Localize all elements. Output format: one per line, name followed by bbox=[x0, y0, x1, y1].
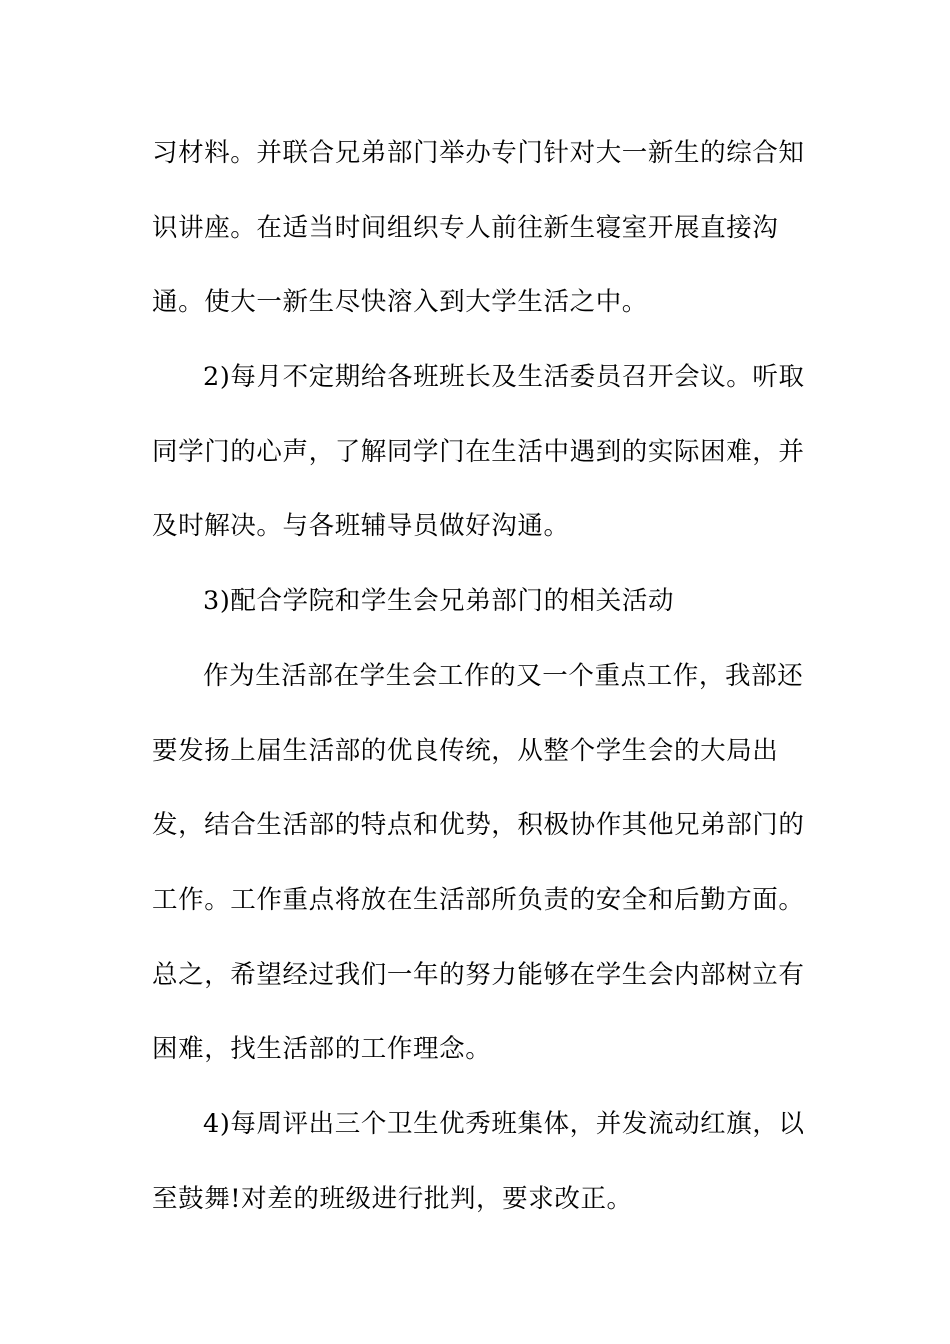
text-line-2: 识讲座。在适当时间组织专人前往新生寝室开展直接沟 bbox=[152, 212, 779, 243]
paragraph-line-5: 总之，希望经过我们一年的努力能够在学生会内部树立有 bbox=[152, 959, 805, 990]
list-item-4-line-1: 4)每周评出三个卫生优秀班集体，并发流动红旗，以 bbox=[203, 1108, 805, 1139]
document-body bbox=[152, 128, 805, 1248]
list-item-3-heading: 3)配合学院和学生会兄弟部门的相关活动 bbox=[203, 586, 675, 617]
list-item-2-line-3: 及时解决。与各班辅导员做好沟通。 bbox=[152, 511, 570, 542]
list-item-2-line-2: 同学门的心声，了解同学门在生活中遇到的实际困难，并 bbox=[152, 436, 805, 467]
paragraph-line-1: 作为生活部在学生会工作的又一个重点工作，我部还 bbox=[203, 660, 804, 691]
paragraph-line-3: 发，结合生活部的特点和优势，积极协作其他兄弟部门的 bbox=[152, 810, 805, 841]
list-item-2-line-1: 2)每月不定期给各班班长及生活委员召开会议。听取 bbox=[203, 362, 805, 393]
list-item-4-line-2: 至鼓舞!对差的班级进行批判，要求改正。 bbox=[152, 1183, 633, 1214]
text-line-3: 通。使大一新生尽快溶入到大学生活之中。 bbox=[152, 287, 648, 318]
paragraph-line-6: 困难，找生活部的工作理念。 bbox=[152, 1034, 492, 1065]
paragraph-line-4: 工作。工作重点将放在生活部所负责的安全和后勤方面。 bbox=[152, 884, 805, 915]
paragraph-line-2: 要发扬上届生活部的优良传统，从整个学生会的大局出 bbox=[152, 735, 779, 766]
text-line-1: 习材料。并联合兄弟部门举办专门针对大一新生的综合知 bbox=[152, 138, 805, 168]
